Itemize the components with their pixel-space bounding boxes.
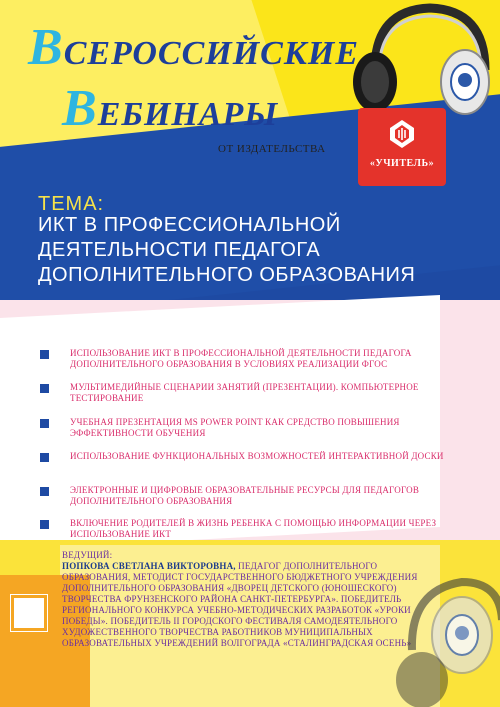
list-item <box>40 417 460 439</box>
list-item-text: МУЛЬТИМЕДИЙНЫЕ СЦЕНАРИИ ЗАНЯТИЙ (ПРЕЗЕНТАЦИИ). КОМПЬЮТЕРНОЕ ТЕСТИРОВАНИЕ <box>70 382 419 403</box>
brand-word-2: ЕБИНАРЫ <box>97 96 279 133</box>
brand-initial-1: В <box>28 19 64 76</box>
uchitel-logo <box>358 108 446 186</box>
list-item <box>40 348 460 370</box>
publisher-label: ОТ ИЗДАТЕЛЬСТВА <box>218 143 326 155</box>
bullet-square-icon <box>40 419 49 428</box>
list-item-text: ЭЛЕКТРОННЫЕ И ЦИФРОВЫЕ ОБРАЗОВАТЕЛЬНЫЕ РЕСУРСЫ ДЛЯ ПЕДАГОГОВ ДОПОЛНИТЕЛЬНОГО ОБРАЗОВАНИЯ <box>70 485 420 506</box>
presenter-block <box>62 550 442 649</box>
bullet-square-icon <box>40 350 49 359</box>
list-item-text: УЧЕБНАЯ ПРЕЗЕНТАЦИЯ MS POWER POINT КАК СРЕДСТВО ПОВЫШЕНИЯ ЭФФЕКТИВНОСТИ ОБУЧЕНИЯ <box>70 417 400 438</box>
bullet-square-icon <box>40 520 49 529</box>
brand-line-1 <box>28 18 359 77</box>
bullet-square-icon <box>40 384 49 393</box>
presenter-name: ПОПКОВА СВЕТЛАНА ВИКТОРОВНА, <box>62 561 236 571</box>
theme-label: ТЕМА: <box>38 193 105 215</box>
theme-title: ИКТ В ПРОФЕССИОНАЛЬНОЙ ДЕЯТЕЛЬНОСТИ ПЕДАГОГА ДОПОЛНИТЕЛЬНОГО ОБРАЗОВАНИЯ <box>38 214 416 286</box>
list-item <box>40 518 460 540</box>
decorative-square <box>14 598 44 628</box>
brand-line-2 <box>28 79 359 138</box>
list-item <box>40 382 460 404</box>
list-item-text: ВКЛЮЧЕНИЕ РОДИТЕЛЕЙ В ЖИЗНЬ РЕБЕНКА С ПОМОЩЬЮ ИНФОРМАЦИИ ЧЕРЕЗ ИСПОЛЬЗОВАНИЕ ИКТ <box>70 518 437 539</box>
headphones-icon <box>392 560 500 707</box>
brand-title <box>28 18 359 138</box>
presenter-description: ПЕДАГОГ ДОПОЛНИТЕЛЬНОГО ОБРАЗОВАНИЯ, МЕТОДИСТ ГОСУДАРСТВЕННОГО БЮДЖЕТНОГО УЧРЕЖДЕНИЯ ДОПОЛНИТЕЛЬНОГО ОБРАЗОВАНИЯ «ДВОРЕЦ ДЕТСКОГО (ЮНОШЕСКОГО) ТВОРЧЕСТВА ФРУНЗЕНСКОГО РАЙОНА САНКТ-ПЕТЕРБУРГА». ПОБЕДИТЕЛЬ РЕГИОНАЛЬНОГО КОНКУРСА УЧЕБНО-МЕТОДИЧЕСКИХ РАЗРАБОТОК «УРОКИ ПОБЕДЫ». ПОБЕДИТЕЛЬ II ГОРОДСКОГО ФЕСТИВАЛЯ САМОДЕЯТЕЛЬНОГО ХУДОЖЕСТВЕННОГО ТВОРЧЕСТВА РАБОТНИКОВ МУНИЦИПАЛЬНЫХ ОБРАЗОВАТЕЛЬНЫХ УЧРЕЖДЕНИЙ ВОЛГОГРАДА «СТАЛИНГРАДСКАЯ ОСЕНЬ» <box>62 561 418 648</box>
brand-initial-2: В <box>62 80 98 137</box>
headphones-icon <box>345 0 495 120</box>
presenter-label: ВЕДУЩИЙ: <box>62 550 113 560</box>
brand-word-1: СЕРОССИЙСКИЕ <box>63 35 360 72</box>
bullet-square-icon <box>40 487 49 496</box>
list-item <box>40 451 460 462</box>
uchitel-logo-icon <box>386 118 418 150</box>
list-item <box>40 485 460 507</box>
bullet-square-icon <box>40 453 49 462</box>
list-item-text: ИСПОЛЬЗОВАНИЕ ФУНКЦИОНАЛЬНЫХ ВОЗМОЖНОСТЕЙ ИНТЕРАКТИВНОЙ ДОСКИ <box>70 451 444 461</box>
logo-text: «УЧИТЕЛЬ» <box>369 158 435 169</box>
list-item-text: ИСПОЛЬЗОВАНИЕ ИКТ В ПРОФЕССИОНАЛЬНОЙ ДЕЯТЕЛЬНОСТИ ПЕДАГОГА ДОПОЛНИТЕЛЬНОГО ОБРАЗОВАНИЯ В УСЛОВИЯХ РЕАЛИЗАЦИИ ФГОС <box>70 348 412 369</box>
